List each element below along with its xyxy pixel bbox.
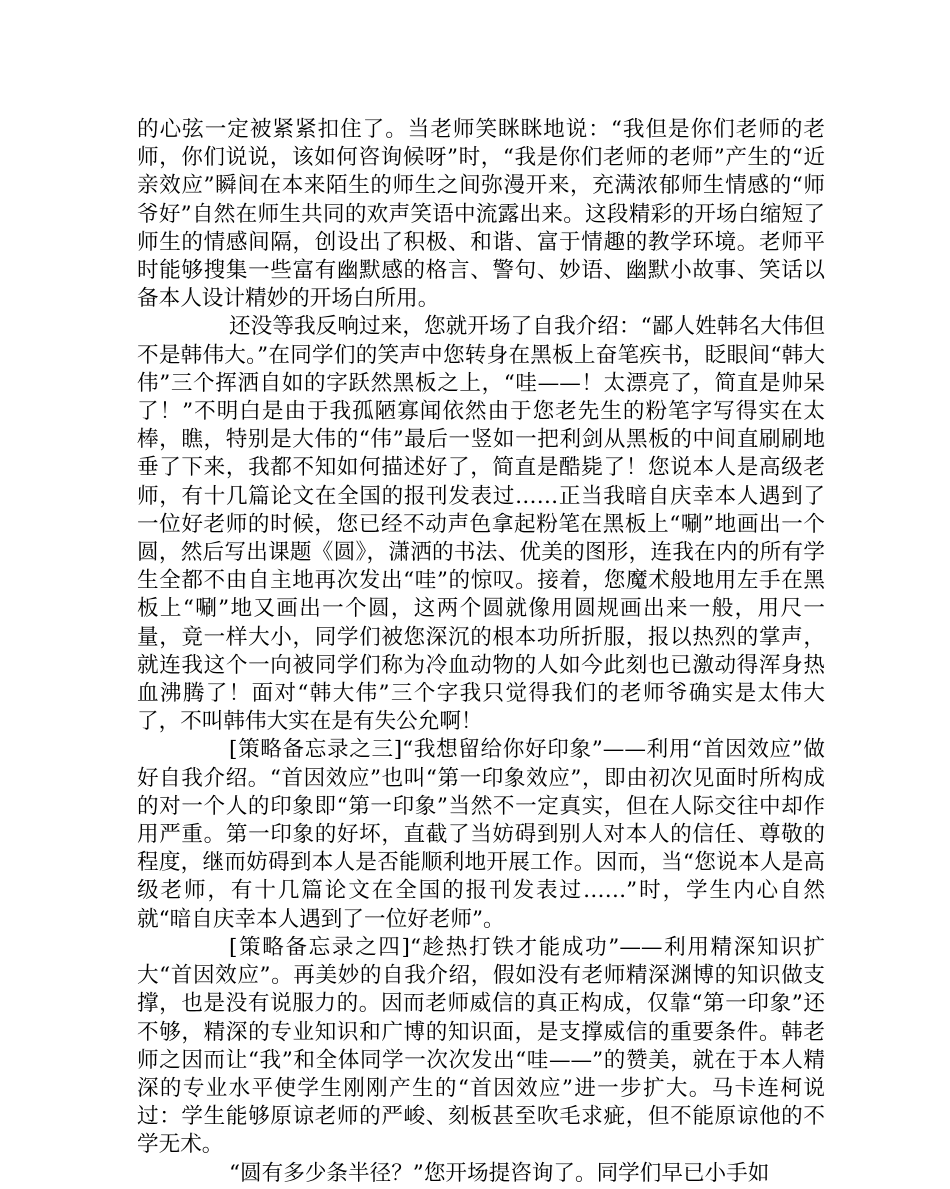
paragraph-1: 的心弦一定被紧紧扣住了。当老师笑眯眯地说：“我但是你们老师的老师，你们说说，该如何咨询候呀”时，“我是你们老师的老师”产生的“近亲效应”瞬间在本来陌生的师生之间弥漫开来，充满浓郁师生情感的“师爷好”自然在师生共同的欢声笑语中流露出来。这段精彩的开场白缩短了师生的情感间隔，创设出了积极、和谐、富于情趣的教学环境。老师平时能够搜集一些富有幽默感的格言、警句、妙语、幽默小故事、笑话以备本人设计精妙的开场白所用。 <box>137 117 825 312</box>
paragraph-3: [策略备忘录之三]“我想留给你好印象”——利用“首因效应”做好自我介绍。“首因效应”也叫“第一印象效应”，即由初次见面时所构成的对一个人的印象即“第一印象”当然不一定真实，但在人际交往中却作用严重。第一印象的好坏，直截了当妨碍到别人对本人的信任、尊敬的程度，继而妨碍到本人是否能顺利地开展工作。因而，当“您说本人是高级老师，有十几篇论文在全国的报刊发表过……”时，学生内心自然就“暗自庆幸本人遇到了一位好老师”。 <box>137 737 825 932</box>
document-page <box>137 116 825 1188</box>
paragraph-2: 还没等我反响过来，您就开场了自我介绍：“鄙人姓韩名大伟但不是韩伟大。”在同学们的笑声中您转身在黑板上奋笔疾书，眨眼间“韩大伟”三个挥洒自如的字跃然黑板之上，“哇——！太漂亮了，简直是帅呆了！”不明白是由于我孤陋寡闻依然由于您老先生的粉笔字写得实在太棒，瞧，特别是大伟的“伟”最后一竖如一把利剑从黑板的中间直刷刷地垂了下来，我都不知如何描述好了，简直是酷毙了！您说本人是高级老师，有十几篇论文在全国的报刊发表过……正当我暗自庆幸本人遇到了一位好老师的时候，您已经不动声色拿起粉笔在黑板上“唰”地画出一个圆，然后写出课题《圆》，潇洒的书法、优美的图形，连我在内的所有学生全都不由自主地再次发出“哇”的惊叹。接着，您魔术般地用左手在黑板上“唰”地又画出一个圆，这两个圆就像用圆规画出来一般，用尺一量，竟一样大小，同学们被您深沉的根本功所折服，报以热烈的掌声，就连我这个一向被同学们称为冷血动物的人如今此刻也已激动得浑身热血沸腾了！面对“韩大伟”三个字我只觉得我们的老师爷确实是太伟大了，不叫韩伟大实在是有失公允啊！ <box>137 314 825 735</box>
paragraph-4: [策略备忘录之四]“趁热打铁才能成功”——利用精深知识扩大“首因效应”。再美妙的自我介绍，假如没有老师精深渊博的知识做支撑，也是没有说服力的。因而老师威信的真正构成，仅靠“第一印象”还不够，精深的专业知识和广博的知识面，是支撑威信的重要条件。韩老师之因而让“我”和全体同学一次次发出“哇——”的赞美，就在于本人精深的专业水平使学生刚刚产生的“首因效应”进一步扩大。马卡连柯说过：学生能够原谅老师的严峻、刻板甚至吹毛求疵，但不能原谅他的不学无术。 <box>137 934 825 1158</box>
paragraph-5: “圆有多少条半径？”您开场提咨询了。同学们早已小手如 <box>229 1160 770 1186</box>
